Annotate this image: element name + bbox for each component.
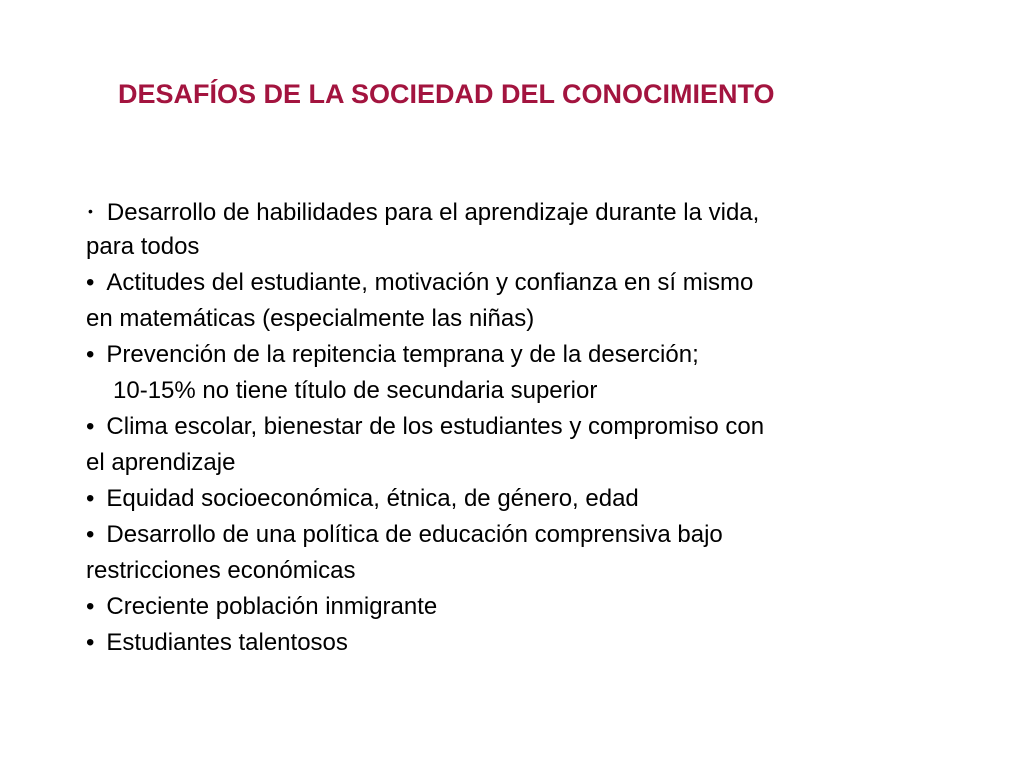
line-text: Desarrollo de habilidades para el aprendizaje durante la vida, [106, 199, 760, 226]
bullet-line [86, 628, 348, 658]
continuation-line [86, 304, 534, 334]
bullet-line [86, 196, 759, 228]
line-text: Desarrollo de una política de educación comprensiva bajo [106, 521, 723, 548]
line-text: restricciones económicas [86, 557, 356, 584]
line-text: para todos [86, 233, 200, 260]
bullet-line [86, 412, 764, 442]
bullet-icon: • [88, 203, 93, 219]
bullet-line [86, 268, 753, 298]
continuation-line [86, 232, 199, 262]
line-text: Equidad socioeconómica, étnica, de género, edad [106, 485, 639, 512]
line-text: el aprendizaje [86, 449, 236, 476]
bullet-icon: • [86, 341, 95, 368]
line-text: Creciente población inmigrante [106, 593, 438, 620]
bullet-icon: • [86, 593, 95, 620]
line-text: Prevención de la repitencia temprana y de la deserción; [106, 341, 699, 368]
line-text: Clima escolar, bienestar de los estudiantes y compromiso con [106, 413, 765, 440]
bullet-line [86, 520, 723, 550]
bullet-line [86, 592, 437, 622]
bullet-icon: • [86, 269, 95, 296]
continuation-line [86, 448, 235, 478]
continuation-line [86, 556, 355, 586]
line-text: Actitudes del estudiante, motivación y confianza en sí mismo [106, 269, 754, 296]
bullet-line [86, 484, 639, 514]
line-text: Estudiantes talentosos [106, 629, 348, 656]
continuation-line [113, 376, 597, 406]
line-text: 10-15% no tiene título de secundaria superior [113, 377, 598, 404]
bullet-icon: • [86, 413, 95, 440]
bullet-icon: • [86, 485, 95, 512]
line-text: en matemáticas (especialmente las niñas) [86, 305, 535, 332]
slide-title: DESAFÍOS DE LA SOCIEDAD DEL CONOCIMIENTO [118, 79, 775, 109]
bullet-line [86, 340, 699, 370]
bullet-icon: • [86, 521, 95, 548]
bullet-icon: • [86, 629, 95, 656]
